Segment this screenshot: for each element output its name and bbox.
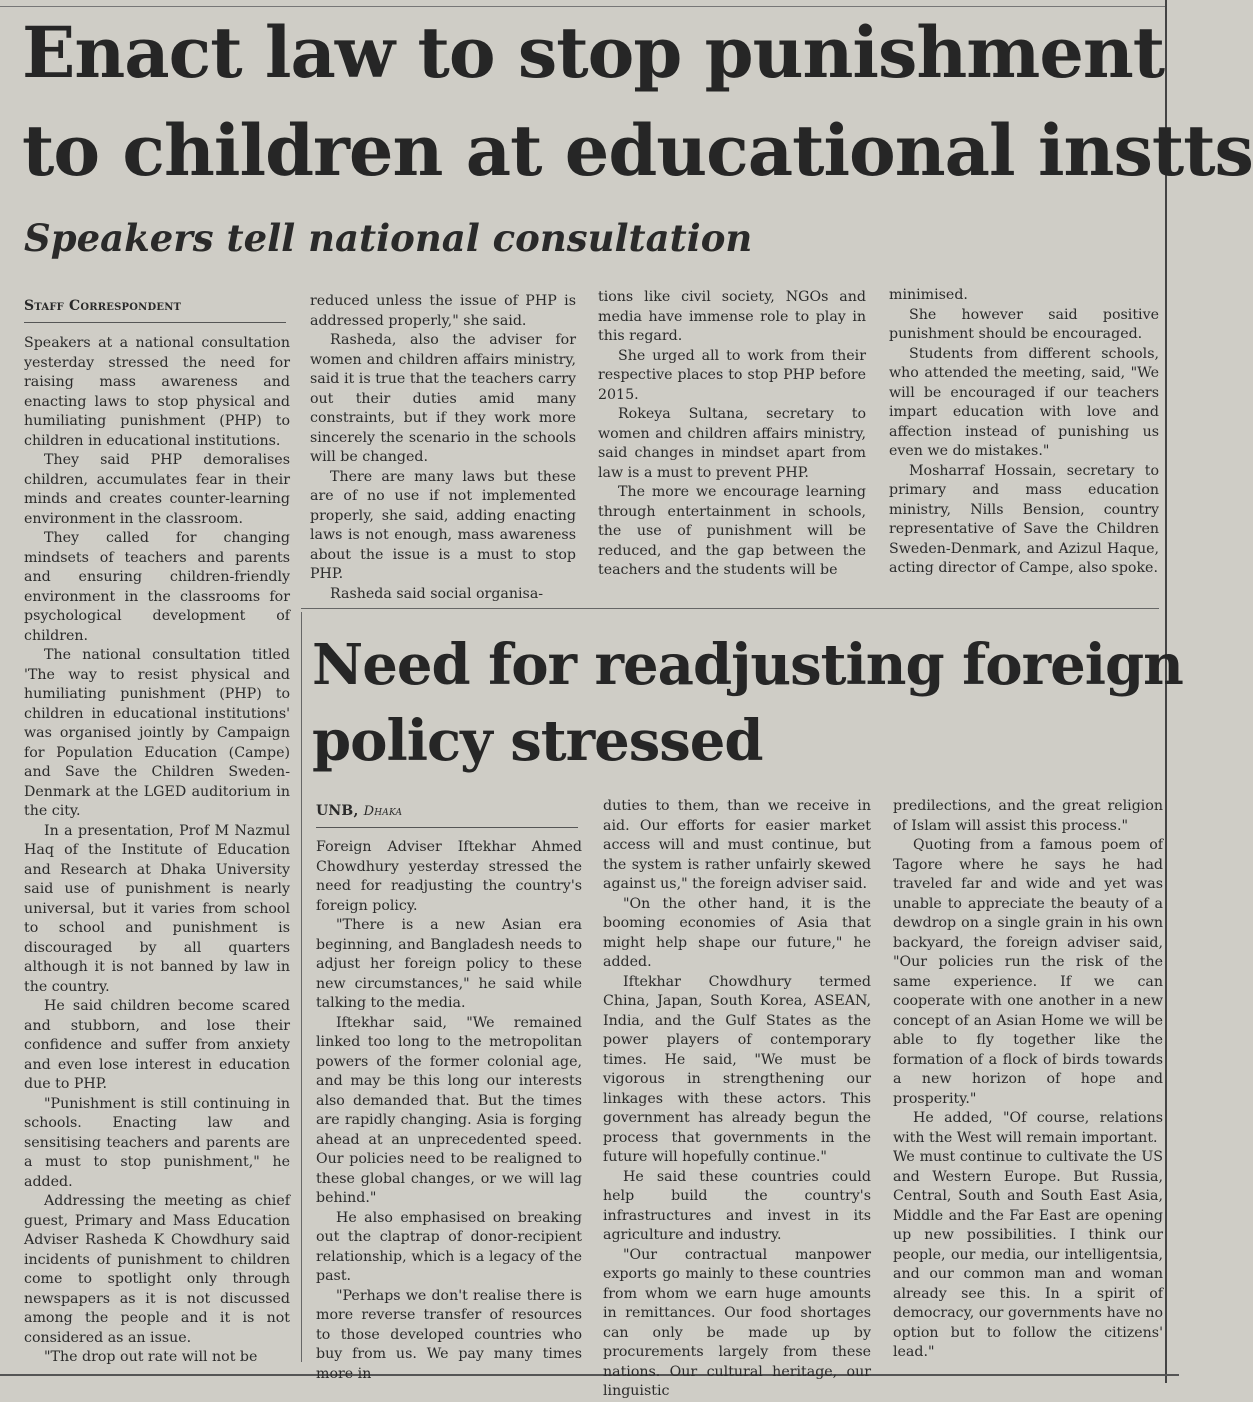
paragraph: He said children become scared and stubborn, and lose their confidence and suffer from anxiety and even lose interest in education due to PHP. xyxy=(24,998,290,1092)
paragraph: tions like civil society, NGOs and media have immense role to play in this regard. xyxy=(598,289,866,344)
paragraph: The more we encourage learning through entertainment in schools, the use of punishment will be reduced, and the gap between the teachers and the students will be xyxy=(598,484,866,578)
story2-byline-agency: UNB, xyxy=(316,803,359,819)
story1-headline-line2: to children at educational instts xyxy=(22,109,1253,192)
story2-byline-rule xyxy=(316,827,578,828)
story1-column-2 xyxy=(310,292,576,604)
paragraph: They called for changing mindsets of teachers and parents and ensuring children-friendly environment in the classrooms for psychological development of children. xyxy=(24,530,290,644)
story-divider-horizontal xyxy=(301,608,1159,609)
paragraph: Rasheda said social organisa- xyxy=(330,585,544,602)
paragraph: Students from different schools, who attended the meeting, said, "We will be encouraged if our teachers impart education with love and affection instead of punishing us even we do mistakes." xyxy=(889,345,1159,459)
paragraph: Quoting from a famous poem of Tagore where he says he had traveled far and wide and yet was unable to appreciate the beauty of a dewdrop on a single grain in his own backyard, the foreign adviser said, "Our policies run the risk of the same experience. If we can cooperate with one another in a new concept of an Asian Home we will be able to fly together like the formation of a flock of birds towards a new horizon of hope and prosperity." xyxy=(893,837,1163,1107)
paragraph: He also emphasised on breaking out the claptrap of donor-recipient relationship, which is a legacy of the past. xyxy=(316,1209,582,1284)
paragraph: Foreign Adviser Iftekhar Ahmed Chowdhury yesterday stressed the need for readjusting the country's foreign policy. xyxy=(316,839,582,914)
story-divider-vertical xyxy=(301,612,302,1362)
paragraph: Iftekhar said, "We remained linked too long to the metropolitan powers of the former colonial age, and may be this long our interests also demanded that. But the times are rapidly changing. Asia is forging ahead at an unprecedented speed. Our policies need to be realigned to these global changes, or we will lag behind." xyxy=(316,1014,582,1206)
paragraph: predilections, and the great religion of Islam will assist this process." xyxy=(893,798,1163,834)
story1-deck: Speakers tell national consultation xyxy=(24,216,753,260)
paragraph: "There is a new Asian era beginning, and Bangladesh needs to adjust her foreign policy to these new circumstances," he said while talking to the media. xyxy=(316,917,582,1011)
paragraph: "The drop out rate will not be xyxy=(44,1349,258,1365)
paragraph: "On the other hand, it is the booming economies of Asia that might help shape our future," he added. xyxy=(603,895,871,970)
paragraph: Speakers at a national consultation yesterday stressed the need for raising mass awareness and enacting laws to stop physical and humiliating punishment (PHP) to children in educational institutions. xyxy=(24,335,290,449)
story2-column-1 xyxy=(316,838,582,1382)
paragraph: Mosharraf Hossain, secretary to primary and mass education ministry, Nills Bension, country representative of Save the Children Sweden-Denmark, and Azizul Haque, acting director of Campe, also spoke. xyxy=(889,462,1159,576)
paragraph: They said PHP demoralises children, accumulates fear in their minds and creates counter-learning environment in the classroom. xyxy=(24,452,290,527)
paragraph: She however said positive punishment should be encouraged. xyxy=(889,306,1159,342)
paragraph: reduced unless the issue of PHP is addressed properly," she said. xyxy=(310,293,576,329)
story2-column-2 xyxy=(603,797,871,1399)
story1-byline: Staff Correspondent xyxy=(24,298,182,314)
story1-column-1 xyxy=(24,334,290,1364)
bottom-rule xyxy=(0,1374,1179,1376)
top-rule xyxy=(0,6,1165,7)
paragraph: The national consultation titled 'The way to resist physical and humiliating punishment (PHP) to children in educational institutions' was organised jointly by Campaign for Population Education (Campe) and Save the Children Sweden-Denmark at the LGED auditorium in the city. xyxy=(24,647,290,819)
paragraph: Rasheda, also the adviser for women and children affairs ministry, said it is true that the teachers carry out their duties amid many constraints, but if they work more sincerely the scenario in the schools will be changed. xyxy=(310,332,576,465)
story2-column-3 xyxy=(893,797,1163,1364)
paragraph: minimised. xyxy=(889,287,968,303)
paragraph: "Our contractual manpower exports go mainly to these countries from whom we earn huge amounts in remittances. Our food shortages can only be made up by procurements largely from these nations. Our cultural heritage, our linguistic xyxy=(603,1246,871,1399)
story2-headline-line2: policy stressed xyxy=(312,708,763,774)
paragraph: duties to them, than we receive in aid. Our efforts for easier market access will and must continue, but the system is rather unfairly skewed against us," the foreign adviser said. xyxy=(603,798,871,892)
story2-byline xyxy=(316,803,402,819)
paragraph: We must continue to cultivate the US and Western Europe. But Russia, Central, South and South East Asia, Middle and the Far East are opening up new possibilities. I think our people, our media, our intelligentsia, and our common man and woman already see this. In a spirit of democracy, our governments have no option but to follow the citizens' lead." xyxy=(893,1149,1163,1360)
story1-byline-rule xyxy=(24,322,286,323)
paragraph: "Punishment is still continuing in schools. Enacting law and sensitising teachers and parents are a must to stop punishment," he added. xyxy=(24,1095,290,1190)
story1-headline-line1: Enact law to stop punishment xyxy=(22,11,1165,94)
story2-byline-place: Dhaka xyxy=(363,804,403,819)
story1-column-4 xyxy=(889,286,1159,604)
paragraph: She urged all to work from their respective places to stop PHP before 2015. xyxy=(598,347,866,403)
paragraph: There are many laws but these are of no use if not implemented properly, she said, adding enacting laws is not enough, mass awareness about the issue is a must to stop PHP. xyxy=(310,468,576,582)
paragraph: Addressing the meeting as chief guest, Primary and Mass Education Adviser Rasheda K Chowdhury said incidents of punishment to children come to spotlight only through newspapers as it is not discussed among the people and it is not considered as an issue. xyxy=(24,1193,290,1346)
paragraph: He said these countries could help build the country's infrastructures and invest in its agriculture and industry. xyxy=(603,1168,871,1243)
paragraph: Iftekhar Chowdhury termed China, Japan, South Korea, ASEAN, India, and the Gulf States as the power players of contemporary times. He said, "We must be vigorous in strengthening our linkages with these actors. This government has already begun the process that governments in the future will hopefully continue." xyxy=(603,973,871,1165)
story2-headline-line1: Need for readjusting foreign xyxy=(312,632,1183,698)
paragraph: Rokeya Sultana, secretary to women and children affairs ministry, said changes in mindset apart from law is a must to prevent PHP. xyxy=(598,406,866,481)
story1-column-3 xyxy=(598,288,866,604)
paragraph: He added, "Of course, relations with the West will remain important. xyxy=(893,1110,1163,1146)
paragraph: In a presentation, Prof M Nazmul Haq of the Institute of Education and Research at Dhaka University said use of punishment is nearly universal, but it varies from school to school and punishment is discouraged by all quarters although it is not banned by law in the country. xyxy=(24,822,290,995)
paragraph: "Perhaps we don't realise there is more reverse transfer of resources to those developed countries who buy from us. We pay many times more in xyxy=(316,1287,582,1382)
